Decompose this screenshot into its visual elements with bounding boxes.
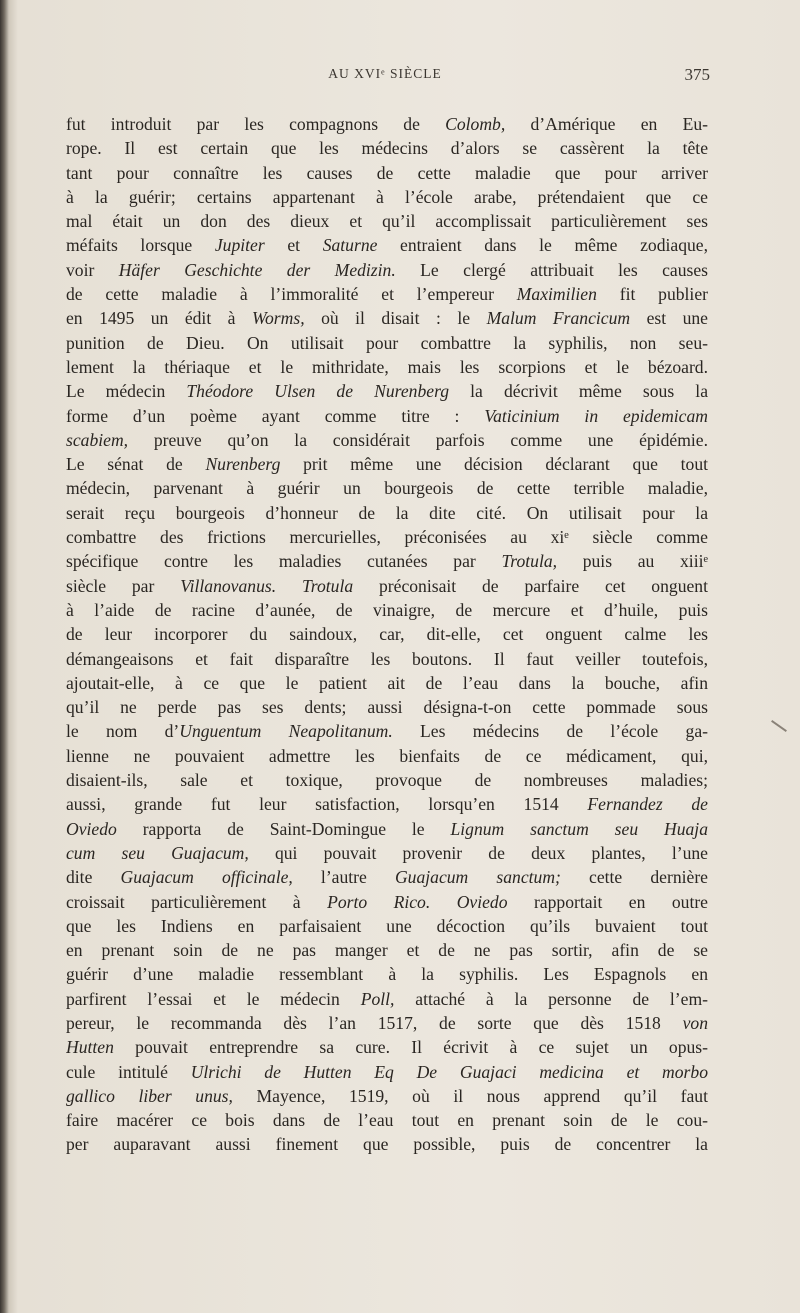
text-line: voir Häfer Geschichte der Medizin. Le clergé attribuait les causes bbox=[66, 259, 708, 280]
text-line: à la guérir; certains appartenant à l’école arabe, prétendaient que ce bbox=[66, 186, 708, 207]
text-line: rope. Il est certain que les médecins d’alors se cassèrent la tête bbox=[66, 138, 708, 159]
text-line: guérir d’une maladie ressemblant à la syphilis. Les Espagnols en bbox=[66, 964, 708, 985]
text-line: en prenant soin de ne pas manger et de ne pas sortir, afin de se bbox=[66, 940, 708, 961]
text-line: de cette maladie à l’immoralité et l’empereur Maximilien fit publier bbox=[66, 284, 708, 305]
text-line: Hutten pouvait entreprendre sa cure. Il écrivit à ce sujet un opus- bbox=[66, 1037, 708, 1058]
text-line: per auparavant aussi finement que possible, puis de concentrer la bbox=[66, 1134, 708, 1155]
text-line: le nom d’Unguentum Neapolitanum. Les médecins de l’école ga- bbox=[66, 721, 708, 742]
text-line: forme d’un poème ayant comme titre : Vaticinium in epidemicam bbox=[66, 405, 708, 426]
text-line: en 1495 un édit à Worms, où il disait : le Malum Francicum est une bbox=[66, 308, 708, 329]
text-line: méfaits lorsque Jupiter et Saturne entraient dans le même zodiaque, bbox=[66, 235, 708, 256]
text-line: Oviedo rapporta de Saint-Domingue le Lignum sanctum seu Huaja bbox=[66, 818, 708, 839]
text-line: parfirent l’essai et le médecin Poll, attaché à la personne de l’em- bbox=[66, 988, 708, 1009]
text-line: siècle par Villanovanus. Trotula préconisait de parfaire cet onguent bbox=[66, 575, 708, 596]
text-line: aussi, grande fut leur satisfaction, lorsqu’en 1514 Fernandez de bbox=[66, 794, 708, 815]
text-line: croissait particulièrement à Porto Rico. Oviedo rapportait en outre bbox=[66, 891, 708, 912]
text-line: cum seu Guajacum, qui pouvait provenir de deux plantes, l’une bbox=[66, 842, 708, 863]
text-line: démangeaisons et fait disparaître les boutons. Il faut veiller toutefois, bbox=[66, 648, 708, 669]
text-line: ajoutait-elle, à ce que le patient ait de l’eau dans la bouche, afin bbox=[66, 672, 708, 693]
text-line: fut introduit par les compagnons de Colomb, d’Amérique en Eu- bbox=[66, 114, 708, 134]
text-line: Le médecin Théodore Ulsen de Nurenberg la décrivit même sous la bbox=[66, 381, 708, 402]
text-line: que les Indiens en parfaisaient une décoction qu’ils buvaient tout bbox=[66, 915, 708, 936]
text-line: pereur, le recommanda dès l’an 1517, de sorte que dès 1518 von bbox=[66, 1012, 708, 1033]
text-line: tant pour connaître les causes de cette maladie que pour arriver bbox=[66, 162, 708, 183]
page-header bbox=[60, 66, 710, 90]
text-line: à l’aide de racine d’aunée, de vinaigre, de mercure et d’huile, puis bbox=[66, 599, 708, 620]
text-line: dite Guajacum officinale, l’autre Guajacum sanctum; cette dernière bbox=[66, 867, 708, 888]
text-line: de leur incorporer du saindoux, car, dit-elle, cet onguent calme les bbox=[66, 624, 708, 645]
text-line: punition de Dieu. On utilisait pour combattre la syphilis, non seu- bbox=[66, 332, 708, 353]
margin-pencil-mark bbox=[771, 720, 787, 732]
text-line: gallico liber unus, Mayence, 1519, où il nous apprend qu’il faut bbox=[66, 1085, 708, 1106]
text-line: cule intitulé Ulrichi de Hutten Eq De Guajaci medicina et morbo bbox=[66, 1061, 708, 1082]
text-line: disaient-ils, sale et toxique, provoque de nombreuses maladies; bbox=[66, 770, 708, 791]
text-line: mal était un don des dieux et qu’il accomplissait particulièrement ses bbox=[66, 211, 708, 232]
text-line: lienne ne pouvaient admettre les bienfaits de ce médicament, qui, bbox=[66, 745, 708, 766]
page-number: 375 bbox=[684, 65, 710, 84]
text-line: scabiem, preuve qu’on la considérait parfois comme une épidémie. bbox=[66, 429, 708, 450]
running-head: AU XVIᵉ SIÈCLE bbox=[328, 66, 442, 81]
body-text bbox=[66, 112, 708, 1157]
text-line: qu’il ne perde pas ses dents; aussi désigna-t-on cette pommade sous bbox=[66, 697, 708, 718]
text-line: médecin, parvenant à guérir un bourgeois de cette terrible maladie, bbox=[66, 478, 708, 499]
text-line: Le sénat de Nurenberg prit même une décision déclarant que tout bbox=[66, 454, 708, 475]
text-line: spécifique contre les maladies cutanées par Trotula, puis au xiiiᵉ bbox=[66, 551, 708, 572]
text-line: lement la thériaque et le mithridate, mais les scorpions et le bézoard. bbox=[66, 356, 708, 377]
text-line: serait reçu bourgeois d’honneur de la dite cité. On utilisait pour la bbox=[66, 502, 708, 523]
text-line: faire macérer ce bois dans de l’eau tout en prenant soin de le cou- bbox=[66, 1110, 708, 1131]
text-line: combattre des frictions mercurielles, préconisées au xiᵉ siècle comme bbox=[66, 527, 708, 548]
